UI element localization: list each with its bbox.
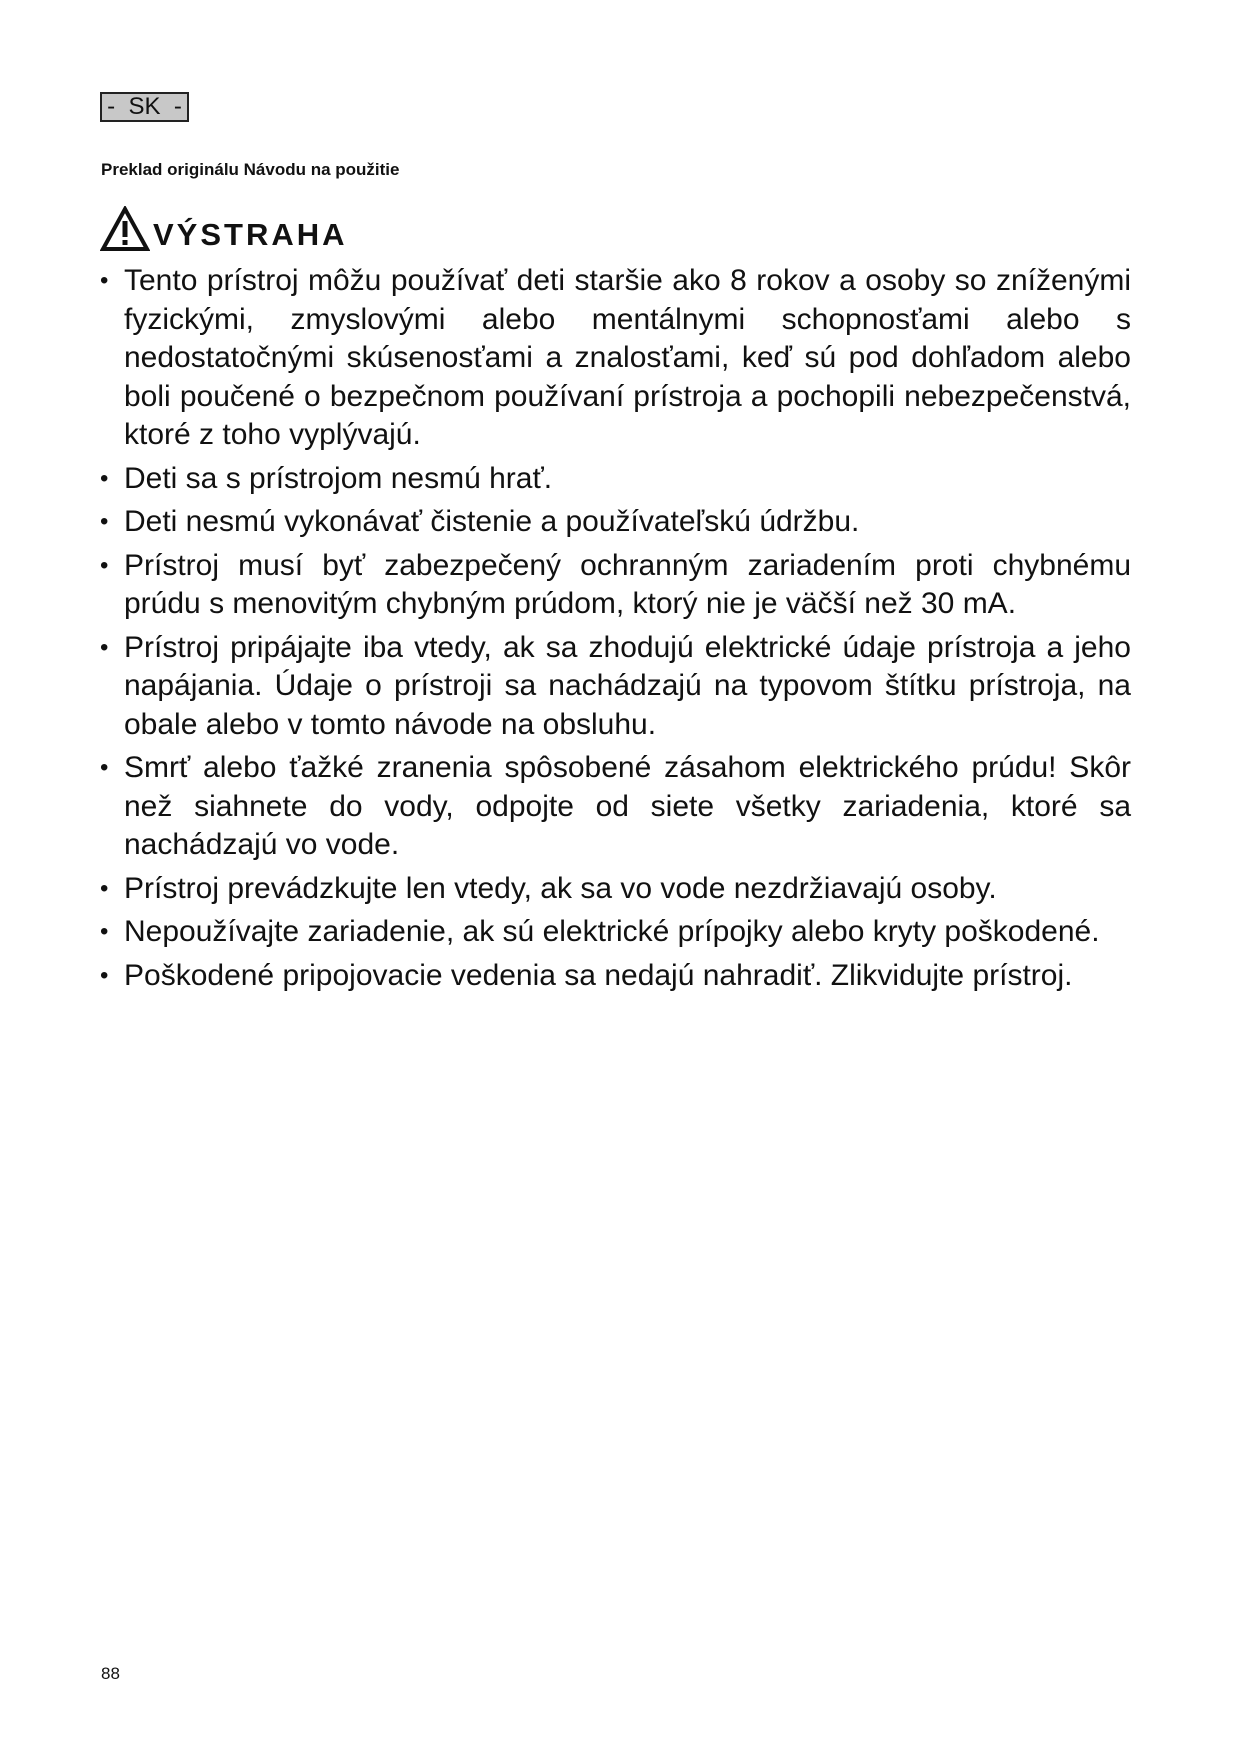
list-item [100, 503, 1131, 542]
bullet-icon: • [100, 508, 109, 535]
bullet-icon: • [100, 464, 109, 492]
warning-triangle-icon [100, 206, 150, 252]
bullet-icon: • [100, 633, 109, 661]
list-item [100, 749, 1131, 865]
list-item-text: Deti sa s prístrojom nesmú hrať. [124, 461, 553, 495]
list-item [100, 460, 1131, 499]
bullet-icon: • [100, 918, 109, 945]
list-item [100, 262, 1131, 455]
list-item-text: Prístroj pripájajte iba vtedy, ak sa zhodujú elektrické údaje prístroja a jeho napájania. Údaje o prístroji sa nachádzajú na typovom štítku prístroja, na obale alebo v tomto návode na obsluhu. [124, 630, 1131, 741]
warning-heading [100, 206, 348, 252]
bullet-icon: • [100, 874, 109, 902]
page-number: 88 [101, 1664, 120, 1683]
bullet-icon: • [100, 267, 109, 294]
warning-title: VÝSTRAHA [153, 217, 348, 252]
list-item-text: Smrť alebo ťažké zranenia spôsobené zásahom elektrického prúdu! Skôr než siahnete do vody, odpojte od siete všetky zariadenia, ktoré sa nachádzajú vo vode. [124, 751, 1131, 861]
list-item-text: Nepoužívajte zariadenie, ak sú elektrické prípojky alebo kryty poškodené. [124, 915, 1100, 948]
bullet-icon: • [100, 961, 109, 989]
list-item [100, 957, 1131, 996]
list-item-text: Tento prístroj môžu používať deti staršie ako 8 rokov a osoby so zníženými fyzickými, zmyslovými alebo mentálnymi schopnosťami alebo s nedostatočnými skúsenosťami a znalosťami, keď sú pod dohľadom alebo boli poučené o bezpečnom používaní prístroja a pochopili nebezpečenstvá, ktoré z toho vyplývajú. [124, 264, 1131, 451]
list-item-text: Prístroj musí byť zabezpečený ochranným zariadením proti chybnému prúdu s menovitým chybným prúdom, ktorý nie je väčší než 30 mA. [124, 548, 1131, 620]
list-item-text: Poškodené pripojovacie vedenia sa nedajú nahradiť. Zlikvidujte prístroj. [124, 958, 1073, 992]
document-subtitle: Preklad originálu Návodu na použitie [101, 160, 400, 179]
language-tag: - SK - [100, 92, 189, 122]
list-item-text: Prístroj prevádzkujte len vtedy, ak sa vo vode nezdržiavajú osoby. [124, 871, 997, 905]
list-item-text: Deti nesmú vykonávať čistenie a používateľskú údržbu. [124, 505, 860, 538]
bullet-icon: • [100, 754, 109, 781]
list-item [100, 913, 1131, 952]
list-item [100, 547, 1131, 624]
list-item [100, 629, 1131, 745]
list-item [100, 870, 1131, 909]
bullet-icon: • [100, 551, 109, 579]
warning-list [100, 262, 1131, 1000]
